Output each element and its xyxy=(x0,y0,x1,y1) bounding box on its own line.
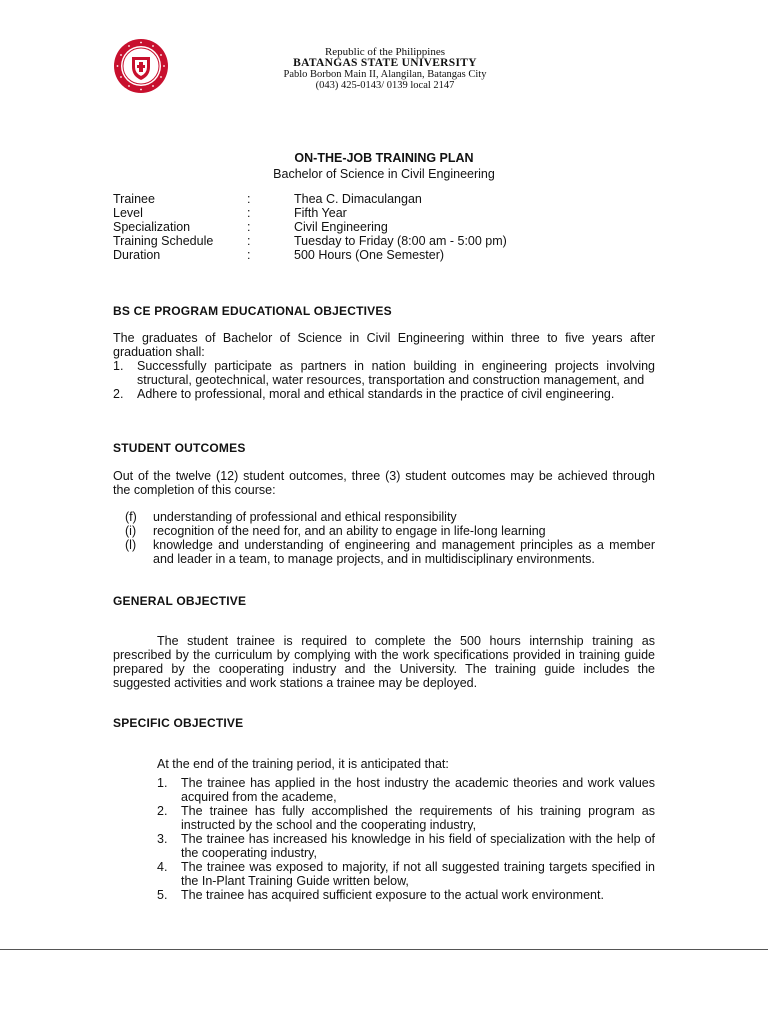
university-address: Pablo Borbon Main II, Alangilan, Batangas City xyxy=(283,69,487,80)
info-label: Duration xyxy=(113,248,161,262)
info-colon: : xyxy=(247,234,251,248)
outcomes-list xyxy=(113,510,655,566)
page-title: ON-THE-JOB TRAINING PLAN xyxy=(294,151,474,165)
info-value: Tuesday to Friday (8:00 am - 5:00 pm) xyxy=(294,234,507,248)
university-name: BATANGAS STATE UNIVERSITY xyxy=(293,57,477,69)
list-item xyxy=(157,776,655,804)
list-text: recognition of the need for, and an ability to engage in life-long learning xyxy=(153,524,546,538)
list-item xyxy=(157,832,655,860)
list-text: The trainee has fully accomplished the requirements of his training program as instructed by the school and the cooperating industry, xyxy=(181,804,655,832)
document-title xyxy=(0,150,768,182)
list-number: 2. xyxy=(113,387,124,401)
list-text: The trainee has acquired sufficient exposure to the actual work environment. xyxy=(181,888,604,902)
info-colon: : xyxy=(247,192,251,206)
list-number: 3. xyxy=(157,832,168,846)
letterhead xyxy=(0,0,768,110)
list-number: 1. xyxy=(113,359,124,373)
list-number: 1. xyxy=(157,776,168,790)
list-text: The trainee was exposed to majority, if not all suggested training targets specified in the In-Plant Training Guide written below, xyxy=(181,860,655,888)
info-row-trainee xyxy=(113,192,653,206)
info-row-duration xyxy=(113,248,653,262)
program-subtitle: Bachelor of Science in Civil Engineering xyxy=(273,167,495,181)
list-number: (i) xyxy=(125,524,137,538)
page-divider xyxy=(0,949,768,950)
general-heading: GENERAL OBJECTIVE xyxy=(113,594,247,608)
list-text: Adhere to professional, moral and ethical standards in the practice of civil engineering. xyxy=(137,387,615,401)
outcomes-intro: Out of the twelve (12) student outcomes, three (3) student outcomes may be achieved through the completion of this course: xyxy=(113,469,655,497)
info-row-level xyxy=(113,206,653,220)
list-item xyxy=(113,538,655,566)
outcomes-section xyxy=(113,469,655,566)
list-item xyxy=(113,510,655,524)
info-value: Civil Engineering xyxy=(294,220,388,234)
letterhead-text xyxy=(160,47,610,91)
list-number: 4. xyxy=(157,860,168,874)
university-phone: (043) 425-0143/ 0139 local 2147 xyxy=(315,80,455,91)
list-item xyxy=(113,359,655,387)
trainee-info xyxy=(113,192,653,262)
list-number: 5. xyxy=(157,888,168,902)
peo-intro: The graduates of Bachelor of Science in Civil Engineering within three to five years after graduation shall: xyxy=(113,331,655,359)
list-item xyxy=(113,524,655,538)
specific-heading: SPECIFIC OBJECTIVE xyxy=(113,716,244,730)
list-item xyxy=(157,804,655,832)
list-number: (l) xyxy=(125,538,137,552)
specific-intro: At the end of the training period, it is anticipated that: xyxy=(157,757,449,771)
specific-section xyxy=(157,757,655,902)
peo-section xyxy=(113,331,655,401)
info-row-specialization xyxy=(113,220,653,234)
info-colon: : xyxy=(247,206,251,220)
list-text: The trainee has increased his knowledge in his field of specialization with the help of the cooperating industry, xyxy=(181,832,655,860)
info-value: 500 Hours (One Semester) xyxy=(294,248,445,262)
peo-list xyxy=(113,359,655,401)
info-row-schedule xyxy=(113,234,653,248)
republic-line: Republic of the Philippines xyxy=(324,46,446,58)
info-label: Specialization xyxy=(113,220,191,234)
info-label: Trainee xyxy=(113,192,155,206)
peo-heading: BS CE PROGRAM EDUCATIONAL OBJECTIVES xyxy=(113,304,392,318)
info-colon: : xyxy=(247,220,251,234)
list-item xyxy=(113,387,655,401)
info-label: Training Schedule xyxy=(113,234,214,248)
list-text: The trainee has applied in the host industry the academic theories and work values acquired from the academe, xyxy=(181,776,655,804)
outcomes-heading: STUDENT OUTCOMES xyxy=(113,441,246,455)
info-colon: : xyxy=(247,248,251,262)
list-text: knowledge and understanding of engineering and management principles as a member and leader in a team, to manage projects, and in multidisciplinary environments. xyxy=(153,538,655,566)
list-text: Successfully participate as partners in nation building in engineering projects involving structural, geotechnical, water resources, transportation and construction management, and xyxy=(137,359,655,387)
list-text: understanding of professional and ethical responsibility xyxy=(153,510,457,524)
list-item xyxy=(157,888,655,902)
list-number: (f) xyxy=(125,510,137,524)
info-value: Thea C. Dimaculangan xyxy=(294,192,422,206)
general-objective-text: The student trainee is required to complete the 500 hours internship training as prescribed by the curriculum by complying with the work specifications provided in training guide prepared by the cooperating industry and the University. The training guide includes the suggested activities and work stations a trainee may be deployed. xyxy=(113,634,655,690)
list-number: 2. xyxy=(157,804,168,818)
specific-list xyxy=(157,776,655,902)
list-item xyxy=(157,860,655,888)
info-value: Fifth Year xyxy=(294,206,347,220)
info-label: Level xyxy=(113,206,143,220)
